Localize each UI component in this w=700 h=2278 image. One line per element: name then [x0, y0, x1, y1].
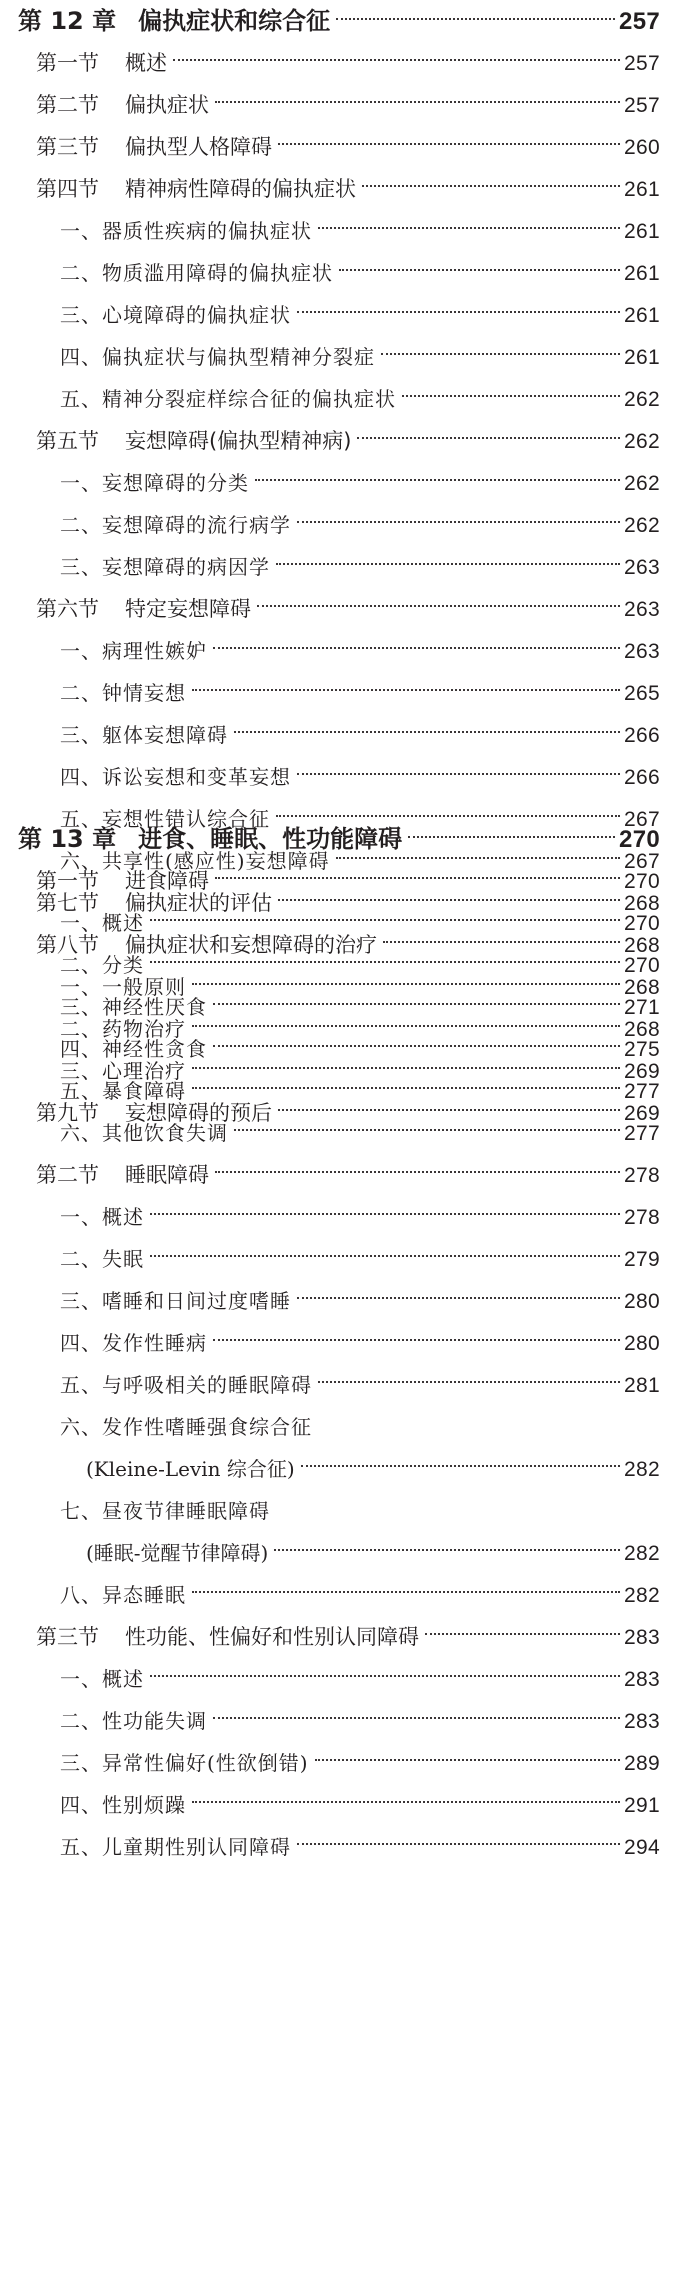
entry-label — [60, 1658, 144, 1700]
entry-page-number: 278 — [624, 1206, 660, 1229]
dot-leader — [276, 563, 620, 565]
entry-page-number: 291 — [624, 1794, 660, 1817]
entry-label — [86, 1532, 268, 1574]
dot-leader — [297, 773, 620, 775]
entry-page-number: 267 — [624, 850, 660, 873]
entry-label — [36, 1154, 209, 1196]
section-title: 特定妄想障碍 — [125, 597, 251, 621]
dot-leader — [150, 961, 620, 963]
entry-page-number: 262 — [624, 514, 660, 537]
toc-item[interactable] — [60, 210, 660, 252]
section-number: 第一节 — [36, 51, 99, 75]
section-number: 第八节 — [36, 933, 99, 957]
entry-text: 一、病理性嫉妒 — [60, 639, 207, 663]
entry-text: 四、偏执症状与偏执型精神分裂症 — [60, 345, 375, 369]
entry-page-number: 263 — [624, 556, 660, 579]
entry-page-number: 262 — [624, 388, 660, 411]
dot-leader — [192, 1591, 620, 1593]
dot-leader — [362, 185, 620, 187]
toc-item[interactable] — [60, 1490, 660, 1532]
entry-text: 二、失眠 — [60, 1247, 144, 1271]
entry-text: 六、其他饮食失调 — [60, 1121, 228, 1145]
section-title: 妄想障碍的预后 — [125, 1101, 272, 1125]
toc-item[interactable] — [60, 294, 660, 336]
entry-page-number: 268 — [624, 976, 660, 999]
dot-leader — [213, 1045, 620, 1047]
toc-section[interactable] — [36, 1154, 660, 1196]
toc-section[interactable] — [36, 84, 660, 126]
dot-leader — [297, 1297, 620, 1299]
entry-label — [36, 420, 351, 462]
entry-label — [36, 168, 356, 210]
entry-page-number: 268 — [624, 934, 660, 957]
section-number: 第七节 — [36, 891, 99, 915]
dot-leader — [255, 479, 620, 481]
chapter-title: 进食、睡眠、性功能障碍 — [138, 825, 403, 853]
entry-page-number: 277 — [624, 1080, 660, 1103]
entry-page-number: 263 — [624, 640, 660, 663]
entry-page-number: 282 — [624, 1542, 660, 1565]
dot-leader — [408, 836, 615, 838]
dot-leader — [213, 1717, 620, 1719]
entry-text: 五、与呼吸相关的睡眠障碍 — [60, 1373, 312, 1397]
entry-text: 六、发作性嗜睡强食综合征 — [60, 1415, 312, 1439]
toc-item[interactable] — [60, 1742, 660, 1784]
entry-text: 四、神经性贪食 — [60, 1037, 207, 1061]
entry-page-number: 282 — [624, 1584, 660, 1607]
entry-label — [60, 546, 270, 588]
entry-text: 五、精神分裂症样综合征的偏执症状 — [60, 387, 396, 411]
entry-page-number: 265 — [624, 682, 660, 705]
toc-item[interactable] — [60, 986, 660, 1028]
entry-text: 三、异常性偏好(性欲倒错) — [60, 1751, 309, 1775]
dot-leader — [173, 59, 620, 61]
dot-leader — [213, 1003, 620, 1005]
entry-page-number: 271 — [624, 996, 660, 1019]
entry-page-number: 261 — [624, 346, 660, 369]
section-number: 第三节 — [36, 135, 99, 159]
toc-item[interactable] — [60, 1112, 660, 1154]
entry-label — [60, 986, 207, 1028]
entry-page-number: 257 — [624, 94, 660, 117]
entry-page-number: 261 — [624, 262, 660, 285]
toc-section[interactable] — [36, 42, 660, 84]
entry-page-number: 269 — [624, 1102, 660, 1125]
dot-leader — [213, 647, 620, 649]
entry-label — [60, 1574, 186, 1616]
chapter-page-number: 257 — [619, 8, 660, 35]
toc-item[interactable] — [60, 546, 660, 588]
entry-text: 一、一般原则 — [60, 975, 186, 999]
dot-leader — [336, 18, 615, 20]
toc-item-continuation[interactable] — [86, 1448, 660, 1490]
entry-text: 三、神经性厌食 — [60, 995, 207, 1019]
entry-label — [60, 1112, 228, 1154]
dot-leader — [215, 1171, 620, 1173]
toc-item[interactable] — [60, 336, 660, 378]
chapter-page-number: 270 — [619, 826, 660, 853]
toc-item[interactable] — [60, 1406, 660, 1448]
entry-text: 二、药物治疗 — [60, 1017, 186, 1041]
toc-item[interactable] — [60, 1658, 660, 1700]
entry-text: 三、心理治疗 — [60, 1059, 186, 1083]
dot-leader — [425, 1633, 620, 1635]
entry-text: 八、异态睡眠 — [60, 1583, 186, 1607]
toc-section[interactable] — [36, 1616, 660, 1658]
toc-item[interactable] — [60, 1028, 660, 1070]
entry-page-number: 261 — [624, 220, 660, 243]
toc-section[interactable] — [36, 126, 660, 168]
entry-page-number: 289 — [624, 1752, 660, 1775]
entry-page-number: 263 — [624, 598, 660, 621]
entry-page-number: 270 — [624, 912, 660, 935]
entry-label — [60, 630, 207, 672]
entry-text: 四、诉讼妄想和变革妄想 — [60, 765, 291, 789]
section-number: 第六节 — [36, 597, 99, 621]
section-title: 性功能、性偏好和性别认同障碍 — [125, 1625, 419, 1649]
entry-page-number: 262 — [624, 472, 660, 495]
chapter-number: 第 12 章 — [18, 7, 117, 35]
entry-page-number: 269 — [624, 1060, 660, 1083]
entry-label — [60, 1028, 207, 1070]
toc-item[interactable] — [60, 1364, 660, 1406]
section-title: 偏执症状的评估 — [125, 891, 272, 915]
entry-page-number: 268 — [624, 892, 660, 915]
toc-item[interactable] — [60, 630, 660, 672]
toc-section[interactable] — [36, 168, 660, 210]
entry-text: 一、概述 — [60, 911, 144, 935]
entry-label — [36, 126, 272, 168]
entry-label — [36, 84, 209, 126]
dot-leader — [215, 877, 620, 879]
entry-text: 二、物质滥用障碍的偏执症状 — [60, 261, 333, 285]
toc-item[interactable] — [60, 1280, 660, 1322]
entry-text: (睡眠-觉醒节律障碍) — [86, 1541, 269, 1565]
entry-label — [60, 1280, 291, 1322]
entry-label — [60, 1322, 207, 1364]
dot-leader — [301, 1465, 620, 1467]
dot-leader — [234, 731, 620, 733]
toc-item-continuation[interactable] — [86, 1532, 660, 1574]
section-number: 第二节 — [36, 1163, 99, 1187]
section-number: 第三节 — [36, 1625, 99, 1649]
entry-page-number: 283 — [624, 1710, 660, 1733]
dot-leader — [318, 227, 620, 229]
entry-label — [60, 944, 144, 986]
section-title: 妄想障碍(偏执型精神病) — [125, 429, 352, 453]
entry-page-number: 262 — [624, 430, 660, 453]
entry-page-number: 268 — [624, 1018, 660, 1041]
toc-section[interactable] — [36, 860, 660, 902]
section-title: 概述 — [125, 51, 167, 75]
dot-leader — [192, 1087, 620, 1089]
entry-label — [36, 860, 209, 902]
chapter-label — [18, 818, 402, 860]
dot-leader — [257, 605, 620, 607]
section-title: 偏执症状 — [125, 93, 209, 117]
toc-item[interactable] — [60, 504, 660, 546]
entry-label — [36, 1616, 419, 1658]
entry-page-number: 270 — [624, 954, 660, 977]
dot-leader — [339, 269, 620, 271]
entry-label — [60, 1490, 270, 1532]
dot-leader — [150, 1675, 620, 1677]
entry-text: 五、暴食障碍 — [60, 1079, 186, 1103]
toc-item[interactable] — [60, 1784, 660, 1826]
section-title: 偏执症状和妄想障碍的治疗 — [125, 933, 377, 957]
chapter-heading[interactable] — [18, 818, 660, 860]
entry-text: 四、性别烦躁 — [60, 1793, 186, 1817]
section-number: 第五节 — [36, 429, 99, 453]
entry-page-number: 261 — [624, 178, 660, 201]
entry-page-number: 267 — [624, 808, 660, 831]
entry-label — [60, 1742, 309, 1784]
entry-text: 一、器质性疾病的偏执症状 — [60, 219, 312, 243]
entry-label — [60, 714, 228, 756]
section-title: 进食障碍 — [125, 869, 209, 893]
entry-label — [86, 1448, 295, 1490]
toc-item[interactable] — [60, 1574, 660, 1616]
entry-label — [36, 42, 167, 84]
toc-item[interactable] — [60, 714, 660, 756]
entry-text: 一、概述 — [60, 1667, 144, 1691]
entry-label — [60, 1826, 291, 1868]
toc-item[interactable] — [60, 902, 660, 944]
dot-leader — [150, 919, 620, 921]
entry-page-number: 270 — [624, 870, 660, 893]
entry-text: 一、妄想障碍的分类 — [60, 471, 249, 495]
toc-item[interactable] — [60, 1826, 660, 1868]
entry-label — [60, 210, 312, 252]
entry-text: 二、分类 — [60, 953, 144, 977]
entry-page-number: 278 — [624, 1164, 660, 1187]
entry-page-number: 281 — [624, 1374, 660, 1397]
dot-leader — [192, 689, 620, 691]
entry-label — [60, 294, 291, 336]
entry-text: 三、心境障碍的偏执症状 — [60, 303, 291, 327]
dot-leader — [315, 1759, 620, 1761]
entry-page-number: 275 — [624, 1038, 660, 1061]
toc-item[interactable] — [60, 252, 660, 294]
dot-leader — [357, 437, 620, 439]
toc-section[interactable] — [36, 420, 660, 462]
dot-leader — [297, 311, 620, 313]
entry-label — [60, 462, 249, 504]
entry-page-number: 261 — [624, 304, 660, 327]
dot-leader — [150, 1255, 620, 1257]
toc-item[interactable] — [60, 672, 660, 714]
toc-item[interactable] — [60, 756, 660, 798]
entry-page-number: 283 — [624, 1626, 660, 1649]
entry-page-number: 277 — [624, 1122, 660, 1145]
entry-page-number: 280 — [624, 1332, 660, 1355]
entry-label — [60, 902, 144, 944]
entry-page-number: 294 — [624, 1836, 660, 1859]
entry-label — [60, 1364, 312, 1406]
entry-label — [60, 756, 291, 798]
entry-label — [60, 1196, 144, 1238]
dot-leader — [192, 1801, 620, 1803]
chapter-number: 第 13 章 — [18, 825, 117, 853]
chapter-label — [18, 0, 330, 42]
entry-page-number: 280 — [624, 1290, 660, 1313]
entry-text: (Kleine-Levin 综合征) — [86, 1457, 295, 1481]
entry-label — [60, 672, 186, 714]
dot-leader — [297, 1843, 620, 1845]
entry-text: 四、发作性睡病 — [60, 1331, 207, 1355]
chapter-heading[interactable] — [18, 0, 660, 42]
entry-text: 七、昼夜节律睡眠障碍 — [60, 1499, 270, 1523]
section-number: 第九节 — [36, 1101, 99, 1125]
dot-leader — [318, 1381, 620, 1383]
dot-leader — [213, 1339, 620, 1341]
dot-leader — [215, 101, 620, 103]
entry-label — [60, 1070, 186, 1112]
dot-leader — [150, 1213, 620, 1215]
entry-page-number: 266 — [624, 766, 660, 789]
entry-text: 五、儿童期性别认同障碍 — [60, 1835, 291, 1859]
entry-text: 一、概述 — [60, 1205, 144, 1229]
entry-label — [60, 1700, 207, 1742]
entry-label — [60, 336, 375, 378]
entry-text: 三、躯体妄想障碍 — [60, 723, 228, 747]
entry-label — [60, 378, 396, 420]
toc-section[interactable] — [36, 588, 660, 630]
entry-label — [60, 1784, 186, 1826]
entry-page-number: 283 — [624, 1668, 660, 1691]
entry-text: 二、性功能失调 — [60, 1709, 207, 1733]
dot-leader — [234, 1129, 620, 1131]
toc-item[interactable] — [60, 944, 660, 986]
entry-label — [60, 1238, 144, 1280]
chapter-title: 偏执症状和综合征 — [138, 7, 331, 35]
dot-leader — [297, 521, 620, 523]
entry-label — [36, 588, 251, 630]
section-title: 睡眠障碍 — [125, 1163, 209, 1187]
entry-label — [60, 1406, 312, 1448]
entry-page-number: 257 — [624, 52, 660, 75]
dot-leader — [274, 1549, 620, 1551]
entry-text: 二、妄想障碍的流行病学 — [60, 513, 291, 537]
entry-page-number: 260 — [624, 136, 660, 159]
toc-item[interactable] — [60, 1700, 660, 1742]
toc-item[interactable] — [60, 462, 660, 504]
toc-item[interactable] — [60, 378, 660, 420]
section-title: 偏执型人格障碍 — [125, 135, 272, 159]
entry-text: 二、钟情妄想 — [60, 681, 186, 705]
section-number: 第一节 — [36, 869, 99, 893]
entry-page-number: 279 — [624, 1248, 660, 1271]
toc-item[interactable] — [60, 1196, 660, 1238]
entry-text: 六、共享性(感应性)妄想障碍 — [60, 849, 330, 873]
dot-leader — [278, 143, 620, 145]
toc-item[interactable] — [60, 1322, 660, 1364]
entry-page-number: 266 — [624, 724, 660, 747]
dot-leader — [381, 353, 620, 355]
dot-leader — [276, 815, 620, 817]
entry-text: 三、妄想障碍的病因学 — [60, 555, 270, 579]
toc-item[interactable] — [60, 1070, 660, 1112]
dot-leader — [402, 395, 620, 397]
section-title: 精神病性障碍的偏执症状 — [125, 177, 356, 201]
entry-label — [60, 252, 333, 294]
entry-label — [60, 504, 291, 546]
entry-text: 三、嗜睡和日间过度嗜睡 — [60, 1289, 291, 1313]
toc-item[interactable] — [60, 1238, 660, 1280]
entry-text: 五、妄想性错认综合征 — [60, 807, 270, 831]
entry-page-number: 282 — [624, 1458, 660, 1481]
section-number: 第四节 — [36, 177, 99, 201]
section-number: 第二节 — [36, 93, 99, 117]
